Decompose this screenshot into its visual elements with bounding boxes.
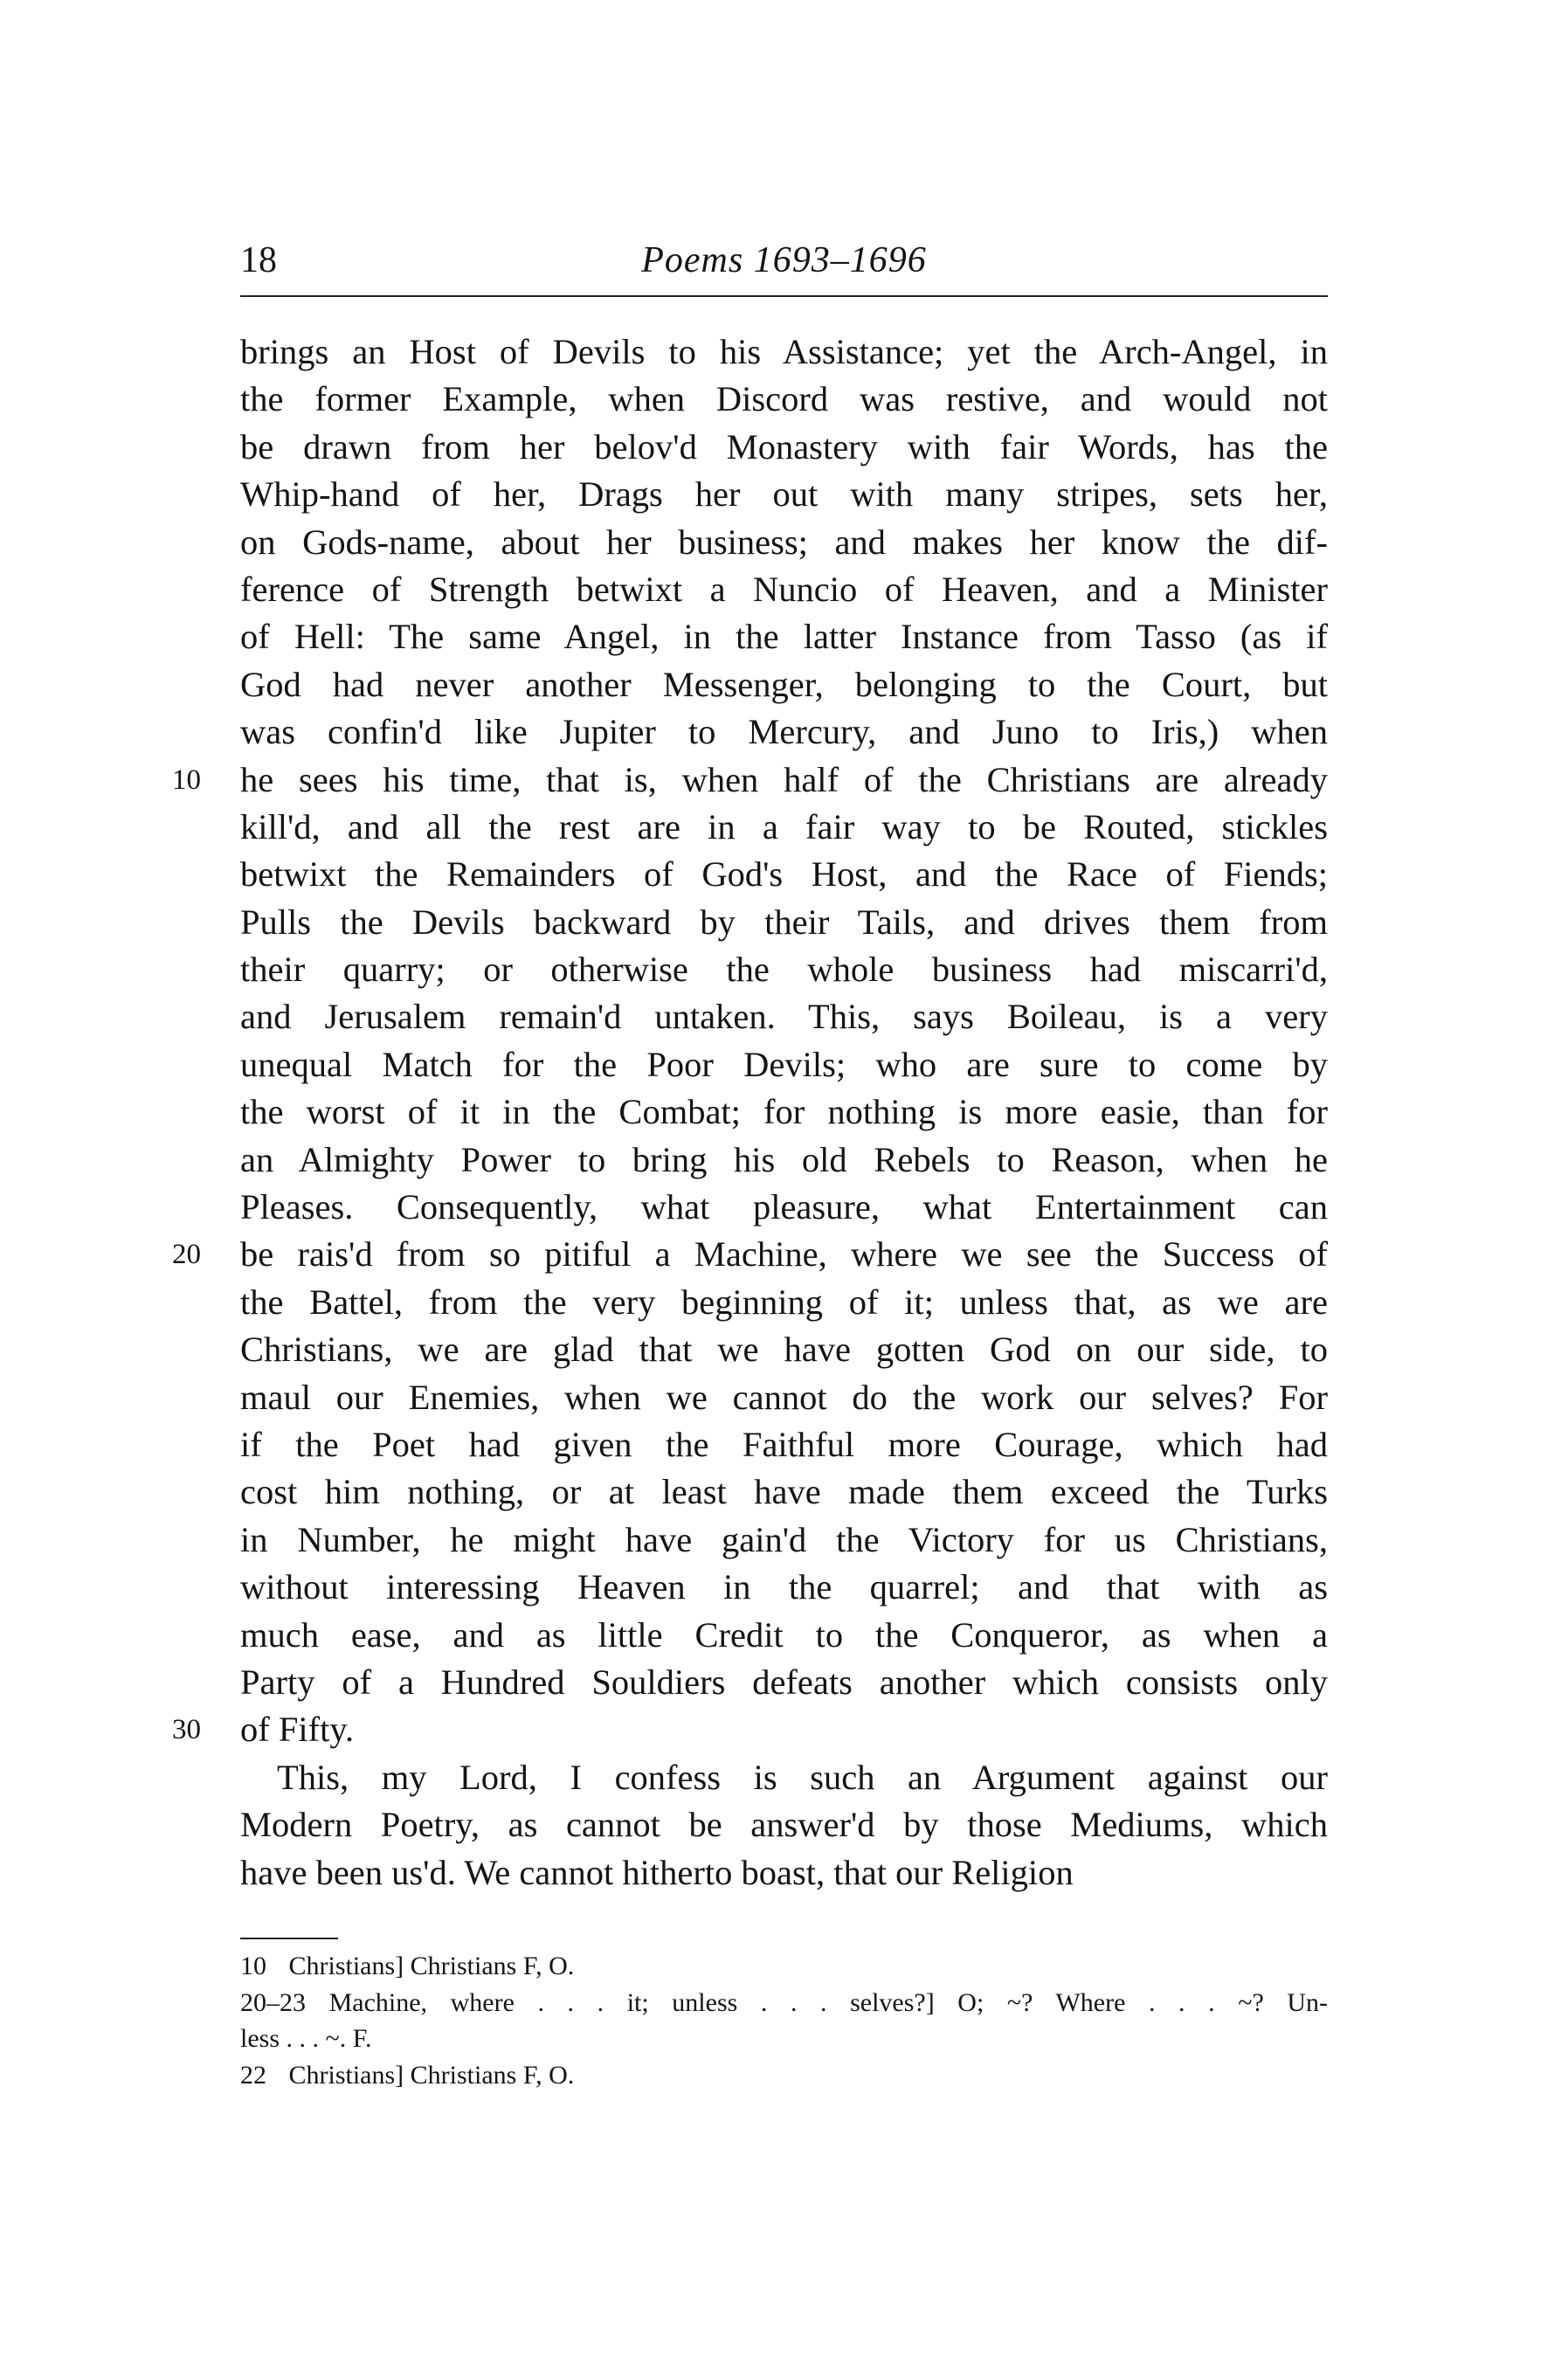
text-line — [240, 613, 1328, 660]
footnote — [240, 1948, 1328, 1985]
text-line — [240, 899, 1328, 946]
text-line — [240, 519, 1328, 566]
text-line — [240, 1421, 1328, 1468]
header-rule — [240, 295, 1328, 297]
body-text — [172, 328, 1328, 1897]
line-text: the worst of it in the Combat; for nothing is more easie, than for — [240, 1092, 1328, 1132]
line-text: and Jerusalem remain'd untaken. This, says Boileau, is a very — [240, 997, 1328, 1037]
line-text: if the Poet had given the Faithful more Courage, which had — [240, 1424, 1328, 1464]
text-line — [240, 1041, 1328, 1088]
line-text: Modern Poetry, as cannot be answer'd by those Mediums, which — [240, 1805, 1328, 1845]
line-text: be drawn from her belov'd Monastery with fair Words, has the — [240, 426, 1328, 466]
line-text: much ease, and as little Credit to the Conqueror, as when a — [240, 1614, 1328, 1655]
text-line — [240, 376, 1328, 423]
text-line — [240, 328, 1328, 376]
line-text: Pulls the Devils backward by their Tails, and drives them from — [240, 902, 1328, 942]
footnotes — [240, 1948, 1328, 2093]
text-line — [240, 1279, 1328, 1326]
line-text: brings an Host of Devils to his Assistance; yet the Arch-Angel, in — [240, 332, 1328, 371]
line-text: kill'd, and all the rest are in a fair way to be Routed, stickles — [240, 806, 1328, 846]
line-text: of Hell: The same Angel, in the latter Instance from Tasso (as if — [240, 617, 1328, 657]
line-text: was confin'd like Jupiter to Mercury, and Juno to Iris,) when — [240, 712, 1328, 752]
line-text: their quarry; or otherwise the whole business had miscarri'd, — [240, 950, 1328, 990]
text-line — [240, 471, 1328, 518]
footnote-text: Christians] Christians F, O. — [288, 1952, 575, 1980]
line-text: the former Example, when Discord was restive, and would not — [240, 379, 1328, 419]
line-text: of Fifty. — [240, 1710, 355, 1750]
line-text: in Number, he might have gain'd the Victory for us Christians, — [240, 1519, 1328, 1559]
footnote-text: Christians] Christians F, O. — [288, 2060, 575, 2090]
text-line — [240, 1849, 1328, 1897]
line-text: on Gods-name, about her business; and makes her know the dif- — [240, 522, 1328, 562]
text-line — [240, 1468, 1328, 1516]
text-line — [240, 424, 1328, 471]
text-line — [172, 1706, 1328, 1753]
line-text: unequal Match for the Poor Devils; who are sure to come by — [240, 1044, 1328, 1084]
text-line — [240, 1137, 1328, 1184]
line-text: ference of Strength betwixt a Nuncio of Heaven, and a Minister — [240, 569, 1328, 609]
line-text: have been us'd. We cannot hitherto boast, that our Religion — [240, 1852, 1074, 1892]
line-text: the Battel, from the very beginning of it; unless that, as we are — [240, 1282, 1328, 1322]
page-header — [240, 238, 1328, 290]
text-line — [240, 1517, 1328, 1564]
footnote-text: less . . . ~. F. — [240, 2024, 372, 2053]
text-line — [240, 1801, 1328, 1848]
footnote — [240, 2057, 1328, 2094]
line-text: Pleases. Consequently, what pleasure, what Entertainment can — [240, 1187, 1328, 1227]
line-number: 20 — [172, 1239, 201, 1271]
text-line — [240, 804, 1328, 851]
page-number: 18 — [240, 240, 277, 280]
footnote — [240, 2021, 1328, 2057]
footnote-ref: 10 — [240, 1952, 266, 1980]
footnote-text: Machine, where . . . it; unless . . . selves?] O; ~? Where . . . ~? Un- — [328, 1987, 1328, 2017]
footnote-rule — [240, 1938, 338, 1939]
text-line — [172, 1231, 1328, 1278]
text-line — [240, 566, 1328, 613]
text-line — [240, 1754, 1328, 1801]
text-line — [240, 1088, 1328, 1136]
line-text: Whip-hand of her, Drags her out with many stripes, sets her, — [240, 474, 1328, 515]
text-line — [240, 946, 1328, 993]
text-line — [240, 993, 1328, 1040]
text-line — [240, 1659, 1328, 1706]
text-line — [240, 1564, 1328, 1611]
text-line — [240, 1612, 1328, 1659]
line-number: 10 — [172, 763, 201, 796]
line-text: be rais'd from so pitiful a Machine, where we see the Success of — [240, 1234, 1328, 1275]
line-text: he sees his time, that is, when half of the Christians are already — [240, 759, 1328, 799]
line-text: an Almighty Power to bring his old Rebels to Reason, when he — [240, 1139, 1328, 1179]
line-text: betwixt the Remainders of God's Host, and the Race of Fiends; — [240, 854, 1328, 895]
text-line — [240, 661, 1328, 708]
text-line — [172, 757, 1328, 804]
footnote-ref: 20–23 — [240, 1987, 306, 2017]
footnote-ref: 22 — [240, 2060, 266, 2090]
text-line — [240, 1184, 1328, 1231]
text-line — [240, 851, 1328, 898]
line-text: cost him nothing, or at least have made them exceed the Turks — [240, 1472, 1328, 1512]
text-line — [240, 708, 1328, 756]
line-number: 30 — [172, 1714, 201, 1746]
line-text: maul our Enemies, when we cannot do the work our selves? For — [240, 1377, 1328, 1417]
line-text: Christians, we are glad that we have gotten God on our side, to — [240, 1330, 1328, 1370]
line-text: without interessing Heaven in the quarrel; and that with as — [240, 1567, 1328, 1607]
text-line — [240, 1326, 1328, 1373]
running-title: Poems 1693–1696 — [641, 240, 927, 280]
text-line — [240, 1374, 1328, 1421]
line-text: Party of a Hundred Souldiers defeats another which consists only — [240, 1662, 1328, 1702]
line-text: This, my Lord, I confess is such an Argument against our — [277, 1757, 1328, 1797]
footnote — [240, 1985, 1328, 2021]
line-text: God had never another Messenger, belonging to the Court, but — [240, 664, 1328, 704]
